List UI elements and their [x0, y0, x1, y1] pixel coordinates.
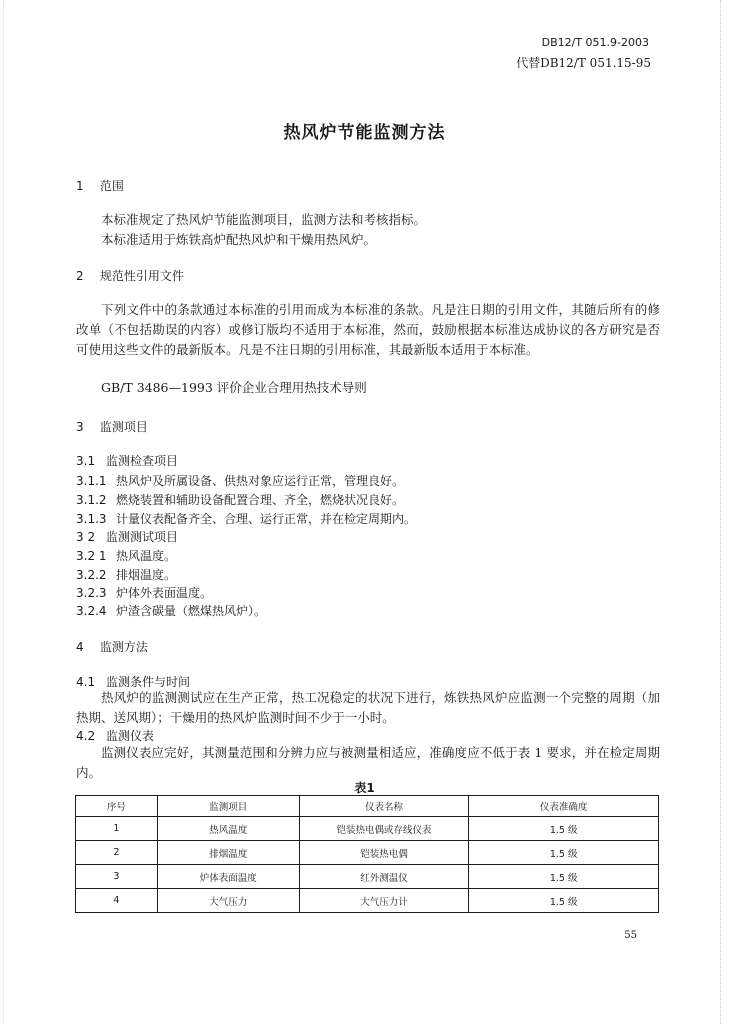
- clause-text: 燃烧装置和辅助设备配置合理、齐全，燃烧状况良好。: [116, 493, 405, 507]
- clause-title: 监测检查项目: [106, 454, 179, 468]
- clause-text: 炉体外表面温度。: [116, 586, 213, 600]
- replaces-standard: 代替DB12/T 051.15-95: [516, 56, 651, 70]
- clause: [76, 510, 416, 527]
- table-header-cell: 监测项目: [157, 796, 299, 817]
- clause-text: 炉渣含碳量（燃煤热风炉）。: [116, 604, 267, 618]
- table-cell: 大气压力计: [299, 889, 469, 913]
- page-number: 55: [624, 930, 637, 941]
- clause-number: 3.2.4: [76, 604, 107, 618]
- table-row: [76, 889, 659, 913]
- clause-number: 3.2.2: [76, 568, 107, 582]
- clause-number: 4.1: [76, 675, 96, 689]
- clause: [76, 547, 176, 564]
- table-cell: 铠装热电偶: [299, 841, 469, 865]
- clause-number: 3.2.3: [76, 586, 107, 600]
- clause-text: 排烟温度。: [116, 568, 177, 582]
- subsection-heading: [76, 528, 178, 545]
- table-header-cell: 序号: [76, 796, 158, 817]
- table-row: [76, 817, 659, 841]
- section-title: 监测项目: [99, 420, 148, 434]
- reference-item: GB/T 3486—1993 评价企业合理用热技术导则: [101, 380, 367, 395]
- table-cell: 3: [76, 865, 158, 889]
- table-cell: 4: [76, 889, 158, 913]
- paragraph: 热风炉的监测测试应在生产正常，热工况稳定的状况下进行，炼铁热风炉应监测一个完整的周期（加热期、送风期）；干燥用的热风炉监测时间不少于一小时。: [76, 690, 660, 725]
- clause-number: 4.2: [76, 729, 96, 743]
- clause-title: 监测仪表: [106, 729, 155, 743]
- table-cell: 铠装热电偶或存线仪表: [299, 817, 469, 841]
- table-cell: 热风温度: [157, 817, 299, 841]
- subsection-heading: [76, 452, 178, 469]
- section-heading: [76, 638, 148, 655]
- section-number: 1: [76, 179, 84, 193]
- paragraph: 监测仪表应完好，其测量范围和分辨力应与被测量相适应，准确度应不低于表 1 要求，并在检定周期内。: [76, 745, 660, 780]
- clause-text: 计量仪表配备齐全、合理、运行正常，并在检定周期内。: [116, 512, 417, 526]
- clause-number: 3.2 1: [76, 549, 107, 563]
- table-header-cell: 仪表准确度: [469, 796, 659, 817]
- clause-number: 3.1.1: [76, 474, 107, 488]
- clause-number: 3.1: [76, 454, 96, 468]
- table-cell: 1.5 级: [469, 865, 659, 889]
- section-number: 2: [76, 269, 84, 283]
- table-cell: 1: [76, 817, 158, 841]
- clause-text: 热风炉及所属设备、供热对象应运行正常，管理良好。: [116, 474, 405, 488]
- subsection-heading: [76, 727, 154, 744]
- clause-title: 监测测试项目: [106, 530, 179, 544]
- instrument-table: [75, 795, 659, 913]
- section-number: 4: [76, 640, 84, 654]
- clause: [76, 602, 266, 619]
- clause-text: 热风温度。: [116, 549, 177, 563]
- clause-number: 3.1.2: [76, 493, 107, 507]
- table-caption: 表1: [354, 781, 375, 795]
- table-row: [76, 865, 659, 889]
- standard-number: DB12/T 051.9-2003: [541, 36, 649, 49]
- paragraph: 本标准适用于炼铁高炉配热风炉和干燥用热风炉。: [101, 232, 377, 247]
- paragraph: 下列文件中的条款通过本标准的引用而成为本标准的条款。凡是注日期的引用文件，其随后所有的修改单（不包括勘误的内容）或修订版均不适用于本标准，然而，鼓励根据本标准达成协议的各方研究是否可使用这些文件的最新版本。凡是不注日期的引用标准，其最新版本适用于本标准。: [76, 302, 660, 357]
- section-heading: [76, 177, 124, 194]
- table-header-cell: 仪表名称: [299, 796, 469, 817]
- clause: [76, 566, 176, 583]
- table-cell: 1.5 级: [469, 889, 659, 913]
- table-header-row: [76, 796, 659, 817]
- table-cell: 1.5 级: [469, 817, 659, 841]
- section-title: 监测方法: [99, 640, 148, 654]
- table-cell: 2: [76, 841, 158, 865]
- table-row: [76, 841, 659, 865]
- table-cell: 大气压力: [157, 889, 299, 913]
- clause-number: 3.1.3: [76, 512, 107, 526]
- table-cell: 排烟温度: [157, 841, 299, 865]
- section-title: 规范性引用文件: [99, 269, 184, 283]
- clause: [76, 584, 212, 601]
- section-number: 3: [76, 420, 84, 434]
- clause-title: 监测条件与时间: [106, 675, 191, 689]
- page-title: 热风炉节能监测方法: [283, 123, 446, 143]
- clause-number: 3 2: [76, 530, 96, 544]
- table-cell: 炉体表面温度: [157, 865, 299, 889]
- scan-edge: [719, 0, 721, 1024]
- section-heading: [76, 267, 184, 284]
- clause: [76, 472, 404, 489]
- clause: [76, 491, 404, 508]
- table-cell: 1.5 级: [469, 841, 659, 865]
- scan-edge: [3, 0, 5, 1024]
- section-title: 范围: [99, 179, 124, 193]
- paragraph: 本标准规定了热风炉节能监测项目，监测方法和考核指标。: [101, 212, 427, 227]
- section-heading: [76, 418, 148, 435]
- table-cell: 红外测温仪: [299, 865, 469, 889]
